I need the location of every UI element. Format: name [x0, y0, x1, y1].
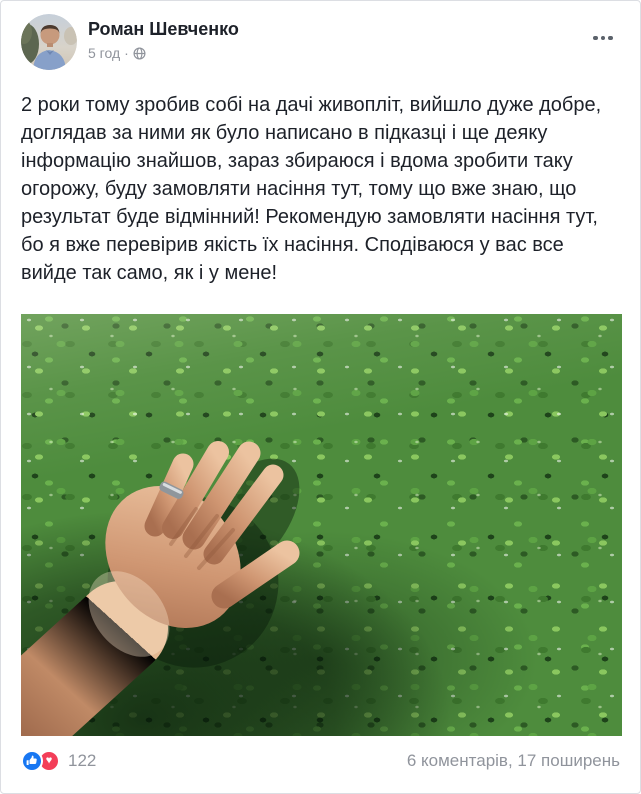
timestamp[interactable]: 5 год [88, 45, 121, 61]
post-footer [1, 736, 640, 787]
post-photo[interactable] [21, 314, 622, 736]
comments-shares-summary[interactable]: 6 коментарів, 17 поширень [406, 751, 620, 770]
meta-separator: · [124, 45, 129, 61]
header-text [88, 14, 239, 62]
ellipsis-icon [593, 36, 598, 41]
author-name[interactable]: Роман Шевченко [88, 19, 239, 39]
heart-icon[interactable]: ♥ [38, 750, 60, 772]
post-meta [88, 44, 239, 62]
more-options-button[interactable] [586, 25, 620, 51]
reaction-count[interactable]: 122 [68, 751, 97, 770]
avatar[interactable] [21, 14, 77, 70]
post-body-text: 2 роки тому зробив собі на дачі живопліт, вийшло дуже добре, доглядав за ними як було написано в підказці і ще деяку інформацію знайшов, зараз збираюся і вдома зробити таку огорожу, буду замовляти насіння тут, тому що вже знаю, що результат буде відмінний! Рекомендую замовляти насіння тут, бо я вже перевірив якість їх насіння. Сподіваюся у вас все вийде так само, як і у мене! [21, 94, 602, 284]
thumbs-up-icon[interactable] [21, 750, 43, 772]
post-header [1, 1, 640, 70]
avatar-image [21, 14, 77, 70]
reactions-summary[interactable] [21, 750, 96, 772]
hand-on-hedge-illustration [21, 314, 622, 736]
globe-icon [133, 47, 146, 60]
